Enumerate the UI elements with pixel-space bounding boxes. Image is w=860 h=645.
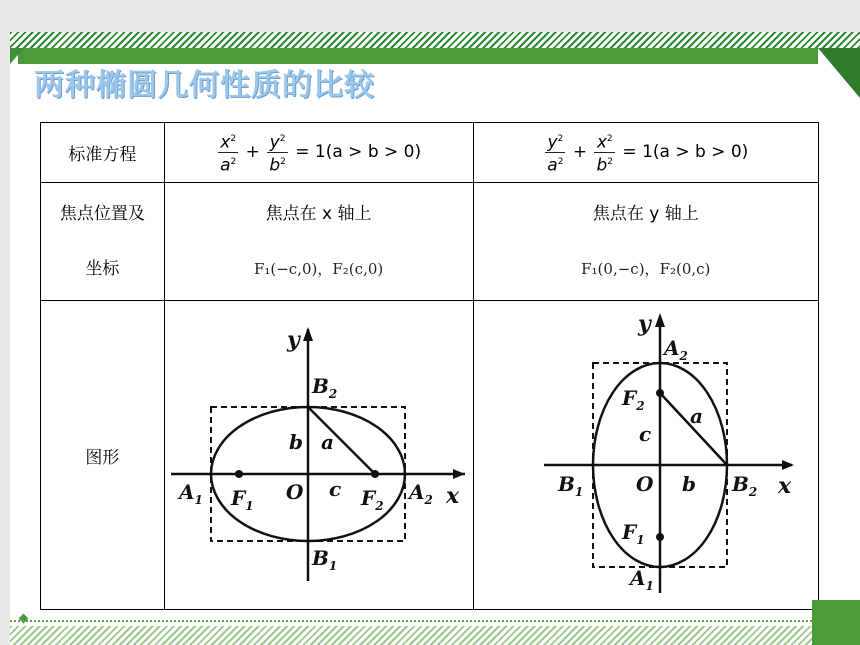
label-f2: $F_2$: [621, 385, 645, 413]
focus-f1-point: [235, 470, 243, 478]
label-focus-position: 焦点位置及 坐标: [41, 183, 165, 301]
label-figure: 图形: [41, 301, 165, 610]
label-a2: $A_2$: [408, 479, 433, 507]
label-b2: $B_2$: [731, 471, 758, 499]
figure-y-ellipse-cell: [473, 301, 818, 610]
label-origin: O: [285, 479, 304, 504]
focus-y-axis-cell: [473, 183, 818, 301]
focus-x-coords: F₁(−c,0)，F₂(c,0): [253, 260, 384, 278]
corner-decor-triangle: [818, 48, 860, 98]
label-f1: $F_1$: [230, 485, 254, 513]
label-origin: O: [635, 471, 654, 496]
figure-x-ellipse-cell: [164, 301, 473, 610]
row-figure: [41, 301, 819, 610]
label-c: c: [638, 421, 651, 446]
label-standard-equation: 标准方程: [41, 123, 165, 183]
row-standard-equation: [41, 123, 819, 183]
label-b: b: [681, 471, 696, 496]
slide-title: 两种椭圆几何性质的比较: [34, 68, 375, 103]
equation-y-focus: $\frac{y^2}{a^2}$ + $\frac{x^2}{b^2}$ = 1(a > b > 0): [473, 123, 818, 183]
fraction-x2-a2: $\frac{x^2}{a^2}$: [218, 130, 238, 174]
x-axis-arrow: [782, 460, 794, 470]
focus-y-coords: F₁(0,−c)，F₂(0,c): [581, 260, 711, 278]
segment-a: [308, 407, 375, 474]
focus-f2-point: [656, 389, 664, 397]
label-b: b: [288, 429, 303, 454]
label-a: a: [320, 429, 334, 454]
focus-x-axis-text: 焦点在 x 轴上: [265, 204, 372, 224]
y-axis-arrow: [655, 313, 665, 327]
focus-f2-point: [371, 470, 379, 478]
fraction-x2-b2: $\frac{x^2}{b^2}$: [594, 130, 615, 174]
bottom-dotted-line: [10, 620, 820, 623]
label-b1: $B_1$: [557, 471, 584, 499]
ellipse-x-diagram: [169, 303, 469, 603]
top-decor-band: [10, 32, 860, 48]
fraction-y2-a2: $\frac{y^2}{a^2}$: [545, 130, 565, 174]
ellipse-comparison-table: [40, 122, 819, 610]
focus-x-axis-cell: [164, 183, 473, 301]
label-y: y: [286, 326, 300, 353]
equation-rhs: = 1(a > b > 0): [622, 142, 749, 163]
label-a1: $A_1$: [178, 479, 203, 507]
left-decor-triangle: [10, 48, 24, 64]
focus-y-axis-text: 焦点在 y 轴上: [592, 204, 699, 224]
focus-f1-point: [656, 533, 664, 541]
fraction-y2-b2: $\frac{y^2}{b^2}$: [267, 130, 288, 174]
y-axis-arrow: [303, 327, 313, 341]
label-y: y: [637, 310, 651, 337]
label-a: a: [689, 403, 703, 428]
label-f1: $F_1$: [621, 519, 645, 547]
label-b2: $B_2$: [311, 373, 337, 401]
equation-x-focus: $\frac{x^2}{a^2}$ + $\frac{y^2}{b^2}$ = 1(a > b > 0): [164, 123, 473, 183]
row-focus-position: [41, 183, 819, 301]
bottom-decor-band: [10, 626, 860, 645]
ellipse-y-diagram: [496, 303, 796, 603]
label-x: x: [777, 472, 791, 499]
label-a2: $A_2$: [663, 335, 688, 363]
label-a1: $A_1$: [629, 565, 654, 593]
x-axis-arrow: [453, 469, 465, 479]
label-x: x: [445, 482, 459, 509]
bottom-right-decor: [812, 600, 860, 645]
label-c: c: [328, 476, 341, 501]
label-f2: $F_2$: [360, 485, 384, 513]
label-b1: $B_1$: [311, 545, 337, 573]
equation-rhs: = 1(a > b > 0): [295, 142, 422, 163]
